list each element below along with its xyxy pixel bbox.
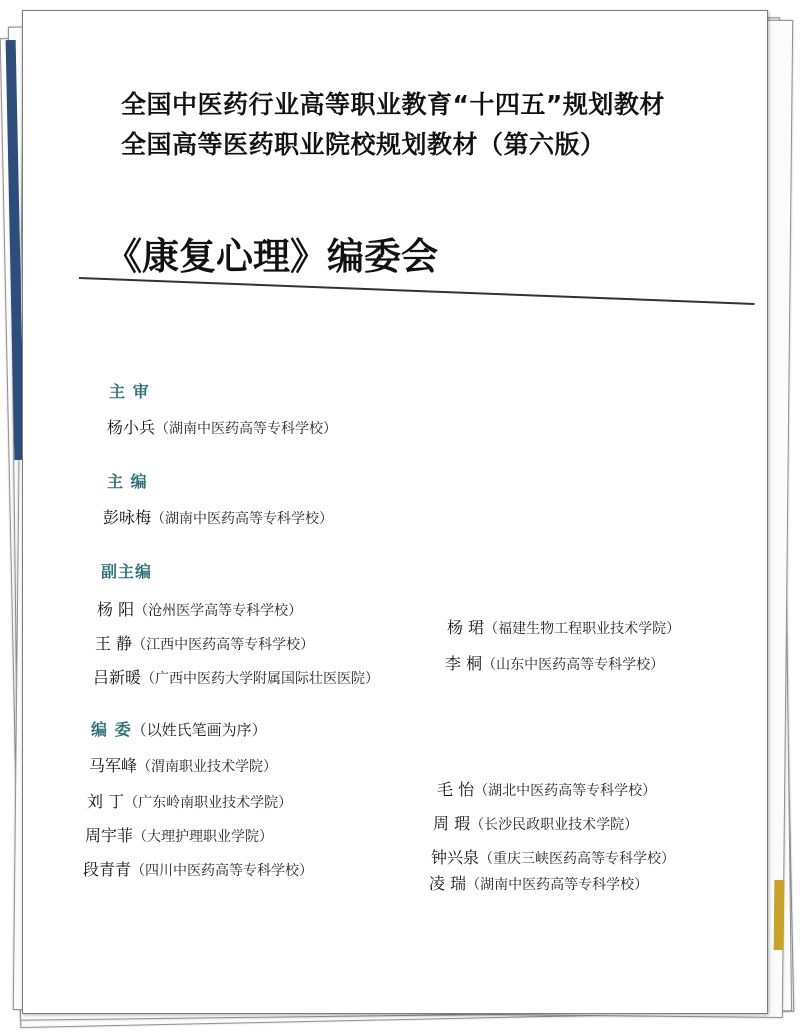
page-title: 《康复心理》编委会 [105,234,438,278]
member-row [103,505,333,528]
member-affiliation: （山东中医药高等专科学校） [482,657,665,673]
member-name: 凌 瑞 [429,874,467,893]
section-heading-board [91,717,267,740]
member-row [437,777,656,800]
series-title-line-2: 全国高等医药职业院校规划教材（第六版） [121,130,606,159]
member-row [433,811,638,834]
member-affiliation: （沧州医学高等专科学校） [134,603,303,619]
member-affiliation: （福建生物工程职业技术学院） [484,621,681,637]
member-name: 周 瑕 [433,814,471,833]
member-name: 李 桐 [445,654,483,673]
member-name: 杨 珺 [447,618,485,637]
member-name: 杨 阳 [97,600,135,619]
member-row [447,615,680,638]
member-name: 刘 丁 [87,792,125,811]
member-row [87,789,292,812]
series-title-line-1: 全国中医药行业高等职业教育“十四五”规划教材 [121,90,665,119]
member-affiliation: （广西中医药大学附属国际壮医医院） [141,671,380,687]
member-affiliation: （广东岭南职业技术学院） [124,795,293,811]
section-heading-editor: 主 编 [107,472,148,491]
member-name: 钟兴泉 [431,848,480,867]
member-name: 杨小兵 [107,418,156,437]
member-affiliation: （湖南中医药高等专科学校） [466,877,649,893]
member-row [445,651,664,674]
member-affiliation: （湖北中医药高等专科学校） [474,783,657,799]
member-affiliation: （江西中医药高等专科学校） [132,637,315,653]
member-name: 王 静 [95,634,133,653]
book-edge-yellow [774,880,785,950]
member-affiliation: （四川中医药高等专科学校） [131,863,314,879]
member-name: 段青青 [83,860,132,879]
member-row [431,845,675,868]
member-row [97,597,302,620]
member-name: 彭咏梅 [103,508,152,527]
title-divider [79,277,755,305]
member-row [83,857,313,880]
board-heading-note: （以姓氏笔画为序） [131,721,267,739]
member-affiliation: （重庆三峡医药高等专科学校） [479,851,676,867]
member-affiliation: （长沙民政职业技术学院） [470,817,639,833]
member-row [107,415,337,438]
member-affiliation: （渭南职业技术学院） [137,759,278,775]
section-heading-associate: 副主编 [101,562,153,581]
member-row [89,753,277,776]
board-heading-label: 编 委 [91,720,132,739]
member-name: 毛 怡 [437,780,475,799]
member-affiliation: （湖南中医药高等专科学校） [151,511,334,527]
member-name: 马军峰 [89,756,138,775]
member-affiliation: （大理护理职业学院） [133,829,274,845]
member-row [95,631,314,654]
member-row [93,665,379,688]
member-affiliation: （湖南中医药高等专科学校） [155,421,338,437]
member-row [429,871,648,894]
member-name: 吕新暖 [93,668,142,687]
document-page [22,10,768,1014]
member-row [85,823,273,846]
section-heading-reviewer: 主 审 [109,382,150,401]
member-name: 周宇菲 [85,826,134,845]
